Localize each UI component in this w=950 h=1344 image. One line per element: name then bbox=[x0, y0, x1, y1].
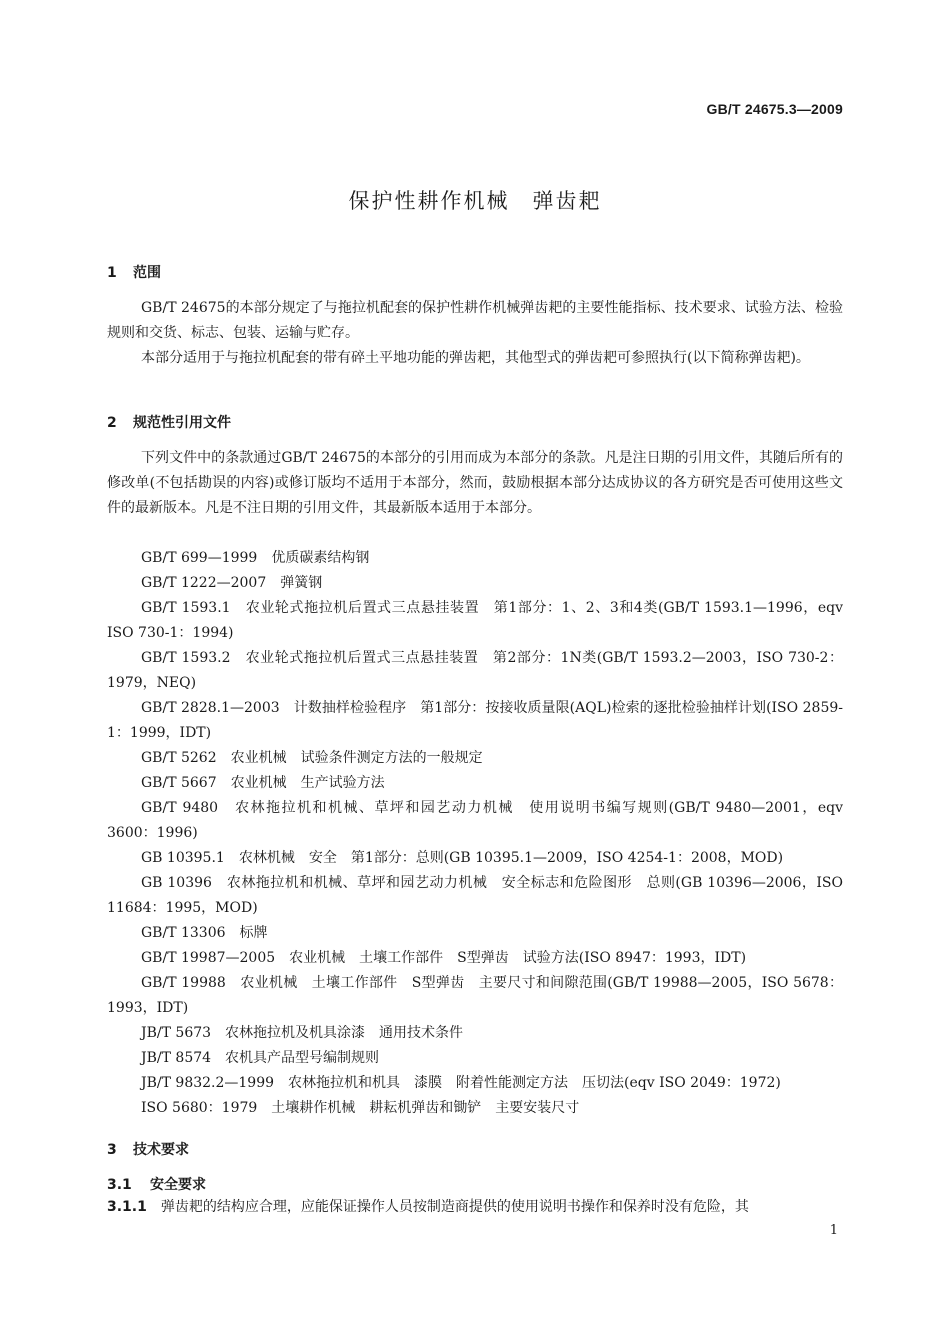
reference-item: GB/T 699—1999 优质碳素结构钢 bbox=[141, 550, 370, 566]
reference-item: GB/T 2828.1—2003 计数抽样检验程序 第1部分：按接收质量限(AQL)检索的逐批检验抽样计划(ISO 2859-1：1999，IDT) bbox=[107, 700, 843, 741]
reference-item: GB/T 5262 农业机械 试验条件测定方法的一般规定 bbox=[141, 750, 483, 766]
section-number: 1 bbox=[107, 265, 117, 281]
reference-item: GB/T 19988 农业机械 土壤工作部件 S型弹齿 主要尺寸和间隙范围(GB/T 19988—2005，ISO 5678：1993，IDT) bbox=[107, 975, 843, 1016]
clause-3-1-1 bbox=[107, 1195, 843, 1220]
reference-item: GB 10396 农林拖拉机和机械、草坪和园艺动力机械 安全标志和危险图形 总则(GB 10396—2006，ISO 11684：1995，MOD) bbox=[107, 875, 843, 916]
section-number: 3 bbox=[107, 1142, 117, 1158]
reference-item: JB/T 9832.2—1999 农林拖拉机和机具 漆膜 附着性能测定方法 压切法(eqv ISO 2049：1972) bbox=[141, 1075, 781, 1091]
section-title: 规范性引用文件 bbox=[133, 415, 231, 431]
reference-item: GB/T 1593.2 农业轮式拖拉机后置式三点悬挂装置 第2部分：1N类(GB/T 1593.2—2003，ISO 730-2：1979，NEQ) bbox=[107, 650, 843, 691]
section-2-heading bbox=[107, 412, 231, 432]
reference-item: JB/T 5673 农林拖拉机及机具涂漆 通用技术条件 bbox=[141, 1025, 464, 1041]
reference-item: GB/T 1593.1 农业轮式拖拉机后置式三点悬挂装置 第1部分：1、2、3和4类(GB/T 1593.1—1996，eqv ISO 730-1：1994) bbox=[107, 600, 843, 641]
page-number: 1 bbox=[829, 1223, 838, 1238]
section-title: 范围 bbox=[133, 265, 161, 281]
section-title: 技术要求 bbox=[133, 1142, 189, 1158]
document-title: 保护性耕作机械 弹齿耙 bbox=[348, 189, 602, 213]
clause-text: 弹齿耙的结构应合理，应能保证操作人员按制造商提供的使用说明书操作和保养时没有危险，其 bbox=[160, 1199, 749, 1215]
subsection-number: 3.1 bbox=[107, 1177, 132, 1193]
reference-item: GB/T 5667 农业机械 生产试验方法 bbox=[141, 775, 385, 791]
section-3-heading bbox=[107, 1139, 189, 1159]
standard-number: GB/T 24675.3—2009 bbox=[706, 101, 843, 117]
reference-item: ISO 5680：1979 土壤耕作机械 耕耘机弹齿和锄铲 主要安装尺寸 bbox=[141, 1100, 580, 1116]
scope-paragraph-2: 本部分适用于与拖拉机配套的带有碎土平地功能的弹齿耙，其他型式的弹齿耙可参照执行(以下简称弹齿耙)。 bbox=[141, 350, 810, 366]
section-1-heading bbox=[107, 262, 161, 282]
subsection-title: 安全要求 bbox=[150, 1177, 206, 1193]
clause-number: 3.1.1 bbox=[107, 1199, 147, 1215]
reference-item: GB/T 1222—2007 弹簧钢 bbox=[141, 575, 323, 591]
reference-item: JB/T 8574 农机具产品型号编制规则 bbox=[141, 1050, 380, 1066]
section-number: 2 bbox=[107, 415, 117, 431]
reference-item: GB/T 13306 标牌 bbox=[141, 925, 268, 941]
reference-item: GB 10395.1 农林机械 安全 第1部分：总则(GB 10395.1—2009，ISO 4254-1：2008，MOD) bbox=[141, 850, 784, 866]
reference-item: GB/T 19987—2005 农业机械 土壤工作部件 S型弹齿 试验方法(ISO 8947：1993，IDT) bbox=[141, 950, 747, 966]
reference-item: GB/T 9480 农林拖拉机和机械、草坪和园艺动力机械 使用说明书编写规则(GB/T 9480—2001，eqv 3600：1996) bbox=[107, 800, 843, 841]
scope-paragraph-1: GB/T 24675的本部分规定了与拖拉机配套的保护性耕作机械弹齿耙的主要性能指标、技术要求、试验方法、检验规则和交货、标志、包装、运输与贮存。 bbox=[107, 300, 843, 341]
subsection-3-1-heading bbox=[107, 1174, 206, 1194]
references-intro: 下列文件中的条款通过GB/T 24675的本部分的引用而成为本部分的条款。凡是注日期的引用文件，其随后所有的修改单(不包括勘误的内容)或修订版均不适用于本部分，然而，鼓励根据本部分达成协议的各方研究是否可使用这些文件的最新版本。凡是不注日期的引用文件，其最新版本适用于本部分。 bbox=[107, 450, 843, 516]
